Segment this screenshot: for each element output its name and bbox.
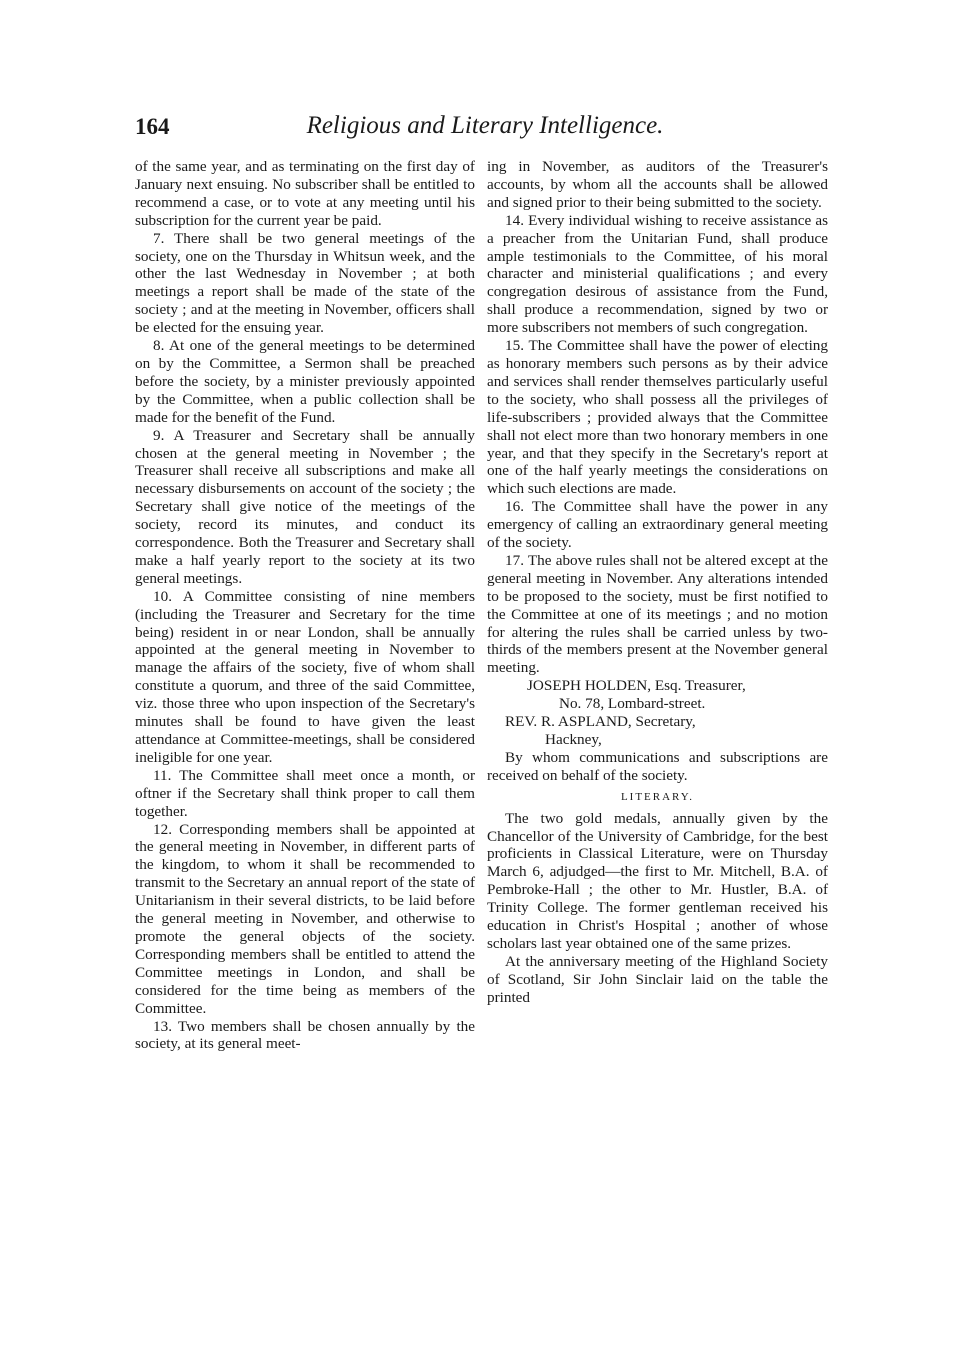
paragraph: 8. At one of the general meetings to be determined on by the Committee, a Sermon shall be preached before the society, by a minister previously appointed by the Committee, when a public collection shall be made for the benefit of the Fund. <box>135 337 475 426</box>
paragraph: 15. The Committee shall have the power of electing as honorary members such persons as by their advice and services shall render themselves particularly useful to the society, who shall possess all the privileges of life-subscribers ; provided always that the Committee shall not elect more than two honorary members in one year, and that they specify in the Secretary's report at one of the half yearly meetings the considerations on which such elections are made. <box>487 337 828 498</box>
paragraph: At the anniversary meeting of the Highland Society of Scotland, Sir John Sinclair laid on the table the printed <box>487 952 828 1006</box>
running-title: Religious and Literary Intelligence. <box>306 112 664 139</box>
paragraph: By whom communications and subscriptions are received on behalf of the society. <box>487 748 828 784</box>
secretary-address: Hackney, <box>545 731 602 748</box>
page-header <box>135 114 835 144</box>
right-column <box>487 158 828 1007</box>
treasurer-address: No. 78, Lombard-street. <box>559 695 706 713</box>
paragraph: 16. The Committee shall have the power in any emergency of calling an extraordinary general meeting of the society. <box>487 498 828 552</box>
paragraph: 14. Every individual wishing to receive assistance as a preacher from the Unitarian Fund, shall produce ample testimonials to the Committee, of his moral character and ministerial qualifications ; and every congregation desirous of assistance from the Fund, shall produce a recommendation, signed by two or more subscribers not members of such congregation. <box>487 211 828 337</box>
section-heading: LITERARY. <box>620 790 695 803</box>
paragraph: 10. A Committee consisting of nine members (including the Treasurer and Secretary for the time being) resident in or near London, shall be annually appointed at the general meeting in November to manage the affairs of the society, five of whom shall constitute a quorum, and three of the said Committee, viz. those three who upon inspection of the Secretary's minutes shall be found to have given the least attendance at Committee-meetings, shall be considered ineligible for one year. <box>135 587 475 766</box>
signature-block <box>487 677 828 749</box>
paragraph: 12. Corresponding members shall be appointed at the general meeting in November, in different parts of the kingdom, to whom it shall be recommended to transmit to the Secretary an annual report of the state of Unitarianism in their several districts, to be laid before the general meeting in November, and otherwise to promote the general objects of the society. Corresponding members shall be entitled to attend the Committee meetings in London, and shall be considered for the time being as members of the Committee. <box>135 820 475 1017</box>
page-number: 164 <box>135 114 170 139</box>
paragraph: 7. There shall be two general meetings of the society, one on the Thursday in Whitsun week, and the other the last Wednesday in November ; at both meetings a report shall be made of the state of the society ; and at the meeting in November, officers shall be elected for the ensuing year. <box>135 229 475 337</box>
paragraph: 13. Two members shall be chosen annually by the society, at its general meet- <box>135 1017 475 1053</box>
paragraph: of the same year, and as terminating on the first day of January next ensuing. No subscriber shall be entitled to recommend a case, or to vote at any meeting until his subscription for the current year be paid. <box>135 158 475 229</box>
left-column <box>135 158 475 1053</box>
secretary-name: REV. R. ASPLAND, Secretary, <box>505 713 696 731</box>
paragraph: The two gold medals, annually given by the Chancellor of the University of Cambridge, for the best proficients in Classical Literature, were on Thursday March 6, adjudged—the first to Mr. Mitchell, B.A. of Pembroke-Hall ; the other to Mr. Hustler, B.A. of Trinity College. The former gentleman received his education in Christ's Hospital ; another of whose scholars last year obtained one of the same prizes. <box>487 809 828 952</box>
treasurer-name: JOSEPH HOLDEN, Esq. Treasurer, <box>527 677 746 695</box>
paragraph: 17. The above rules shall not be altered except at the general meeting in November. Any alterations intended to be proposed to the society, must be first notified to the Committee at one of its meetings ; and no motion for altering the rules shall be carried unless by two-thirds of the members present at the November general meeting. <box>487 551 828 677</box>
paragraph: 11. The Committee shall meet once a month, or oftner if the Secretary shall think proper to call them together. <box>135 766 475 820</box>
paragraph: 9. A Treasurer and Secretary shall be annually chosen at the general meeting in November ; the Treasurer shall receive all subscriptions and make all necessary disbursements on account of the society ; the Secretary shall give notice of the meetings of the society, record its minutes, and conduct its correspondence. Both the Treasurer and Secretary shall make a half yearly report to the society at its two general meetings. <box>135 426 475 587</box>
paragraph: ing in November, as auditors of the Treasurer's accounts, by whom all the accounts shall be allowed and signed prior to their being submitted to the society. <box>487 158 828 211</box>
